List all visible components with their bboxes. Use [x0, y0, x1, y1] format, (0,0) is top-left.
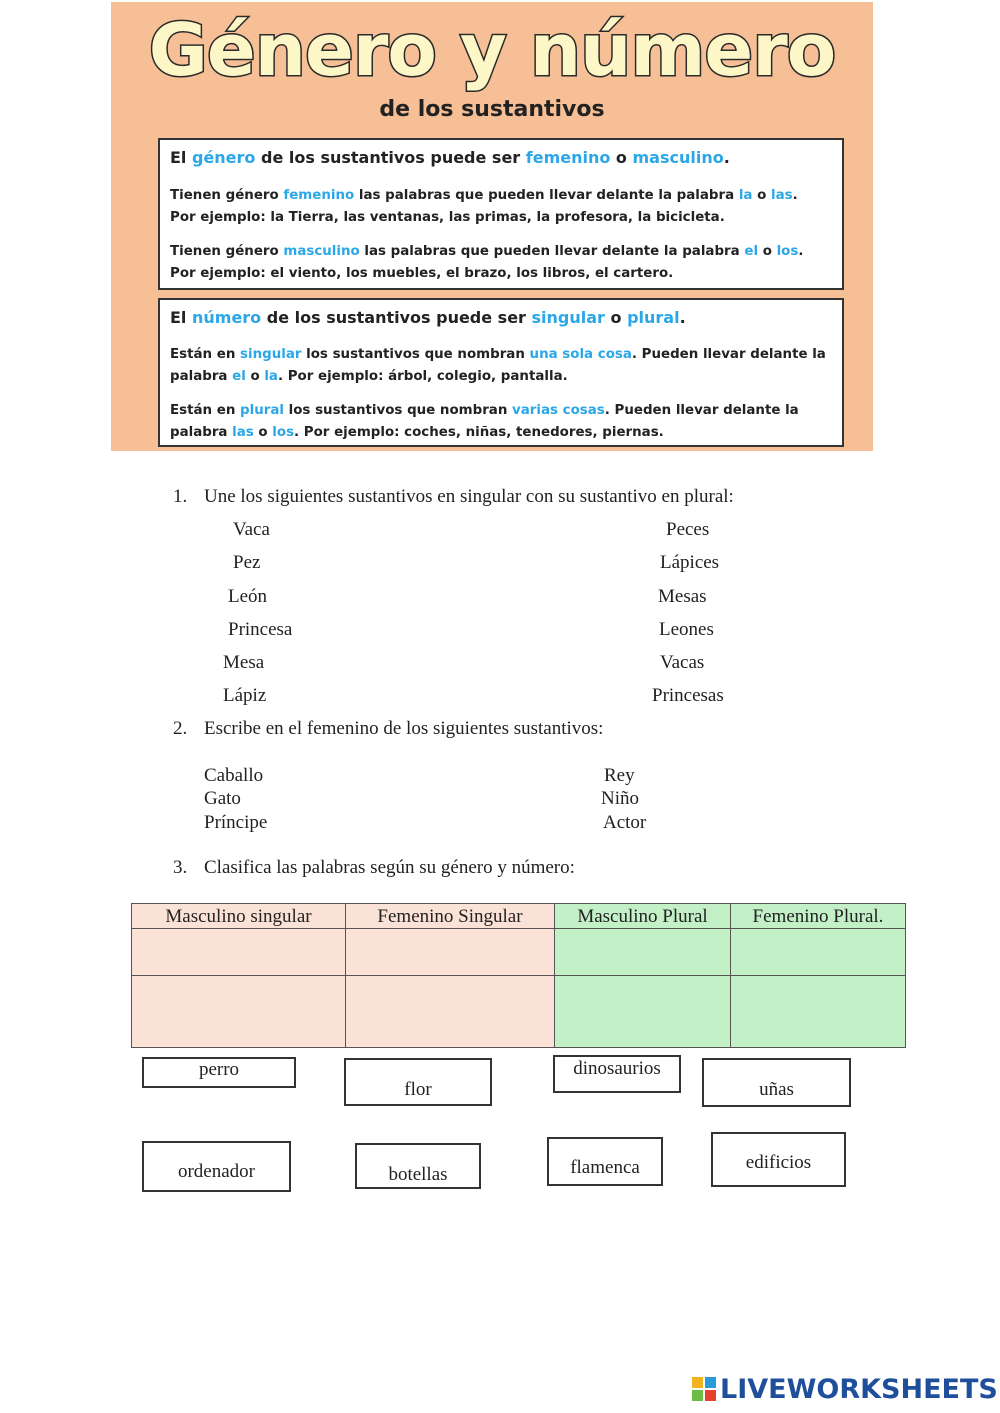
numero-singular-text: Están en singular los sustantivos que nombran una sola cosa. Pueden llevar delante la palabra el o la. Por ejemplo: árbol, colegio, pantalla. — [170, 347, 826, 384]
header-femenino-plural: Femenino Plural. — [731, 904, 906, 929]
drop-cell[interactable] — [555, 976, 731, 1048]
drop-cell[interactable] — [346, 929, 555, 976]
plural-word[interactable]: Peces — [666, 519, 710, 540]
word-card-flamenca[interactable] — [547, 1137, 663, 1186]
singular-word[interactable]: Vaca — [233, 519, 270, 540]
masculine-word: Rey — [604, 765, 635, 786]
numero-heading: El número de los sustantivos puede ser singular o plural. — [170, 308, 686, 327]
word-card-label: flamenca — [570, 1157, 640, 1178]
genero-masculino-text: Tienen género masculino las palabras que pueden llevar delante la palabra el o los. Por ejemplo: el viento, los muebles, el brazo, los libros, el cartero. — [170, 244, 804, 281]
word-card-label: botellas — [388, 1164, 448, 1185]
genero-box — [158, 138, 844, 290]
liveworksheets-logo — [692, 1372, 998, 1406]
singular-word[interactable]: Pez — [233, 552, 261, 573]
plural-word[interactable]: Mesas — [658, 586, 707, 607]
numero-box — [158, 298, 844, 447]
word-card-unas[interactable] — [702, 1058, 851, 1107]
plural-word[interactable]: Lápices — [660, 552, 720, 573]
masculine-word: Niño — [601, 788, 639, 809]
drop-cell[interactable] — [346, 976, 555, 1048]
drop-cell[interactable] — [132, 929, 346, 976]
drop-cell[interactable] — [555, 929, 731, 976]
header-masculino-singular: Masculino singular — [132, 904, 346, 929]
liveworksheets-logo-icon — [692, 1377, 716, 1401]
banner-title: Género y número — [148, 8, 836, 92]
header-femenino-singular: Femenino Singular — [346, 904, 555, 929]
numero-plural-text: Están en plural los sustantivos que nombran varias cosas. Pueden llevar delante la palabra las o los. Por ejemplo: coches, niñas, tenedores, piernas. — [170, 403, 799, 440]
word-card-label: dinosaurios — [573, 1058, 661, 1079]
masculine-word: Actor — [603, 812, 647, 833]
genero-heading: El género de los sustantivos puede ser femenino o masculino. — [170, 148, 730, 167]
header-masculino-plural: Masculino Plural — [555, 904, 731, 929]
banner-subtitle: de los sustantivos — [379, 97, 605, 122]
word-card-label: ordenador — [177, 1161, 256, 1182]
word-card-ordenador[interactable] — [142, 1141, 291, 1192]
info-banner — [111, 2, 873, 451]
drop-cell[interactable] — [731, 976, 906, 1048]
exercise-2-instruction: 2. Escribe en el femenino de los siguientes sustantivos: — [173, 718, 604, 739]
singular-word[interactable]: Princesa — [228, 619, 293, 640]
word-card-label: edificios — [745, 1152, 812, 1173]
logo-text: LIVEWORKSHEETS — [720, 1373, 998, 1405]
classification-table — [131, 903, 906, 1048]
word-card-label: perro — [198, 1059, 240, 1080]
word-card-label: uñas — [759, 1079, 794, 1100]
word-card-edificios[interactable] — [711, 1132, 846, 1187]
plural-word[interactable]: Leones — [659, 619, 714, 640]
word-card-perro[interactable] — [142, 1057, 296, 1088]
exercise-1-instruction: 1. Une los siguientes sustantivos en singular con su sustantivo en plural: — [173, 486, 734, 507]
drop-cell[interactable] — [132, 976, 346, 1048]
word-card-dinosaurios[interactable] — [553, 1055, 681, 1093]
drop-cell[interactable] — [731, 929, 906, 976]
singular-word[interactable]: Mesa — [223, 652, 265, 673]
plural-word[interactable]: Vacas — [660, 652, 705, 673]
singular-word[interactable]: Lápiz — [223, 685, 267, 706]
word-card-label: flor — [404, 1079, 432, 1100]
plural-word[interactable]: Princesas — [652, 685, 724, 706]
singular-word[interactable]: León — [228, 586, 268, 607]
word-card-flor[interactable] — [344, 1058, 492, 1106]
exercise-3-instruction: 3. Clasifica las palabras según su género y número: — [173, 857, 575, 878]
masculine-word: Príncipe — [204, 812, 268, 833]
genero-femenino-text: Tienen género femenino las palabras que pueden llevar delante la palabra la o las. Por ejemplo: la Tierra, las ventanas, las primas, la profesora, la bicicleta. — [170, 188, 798, 225]
masculine-word: Gato — [204, 788, 241, 809]
word-card-botellas[interactable] — [355, 1143, 481, 1189]
masculine-word: Caballo — [204, 765, 264, 786]
